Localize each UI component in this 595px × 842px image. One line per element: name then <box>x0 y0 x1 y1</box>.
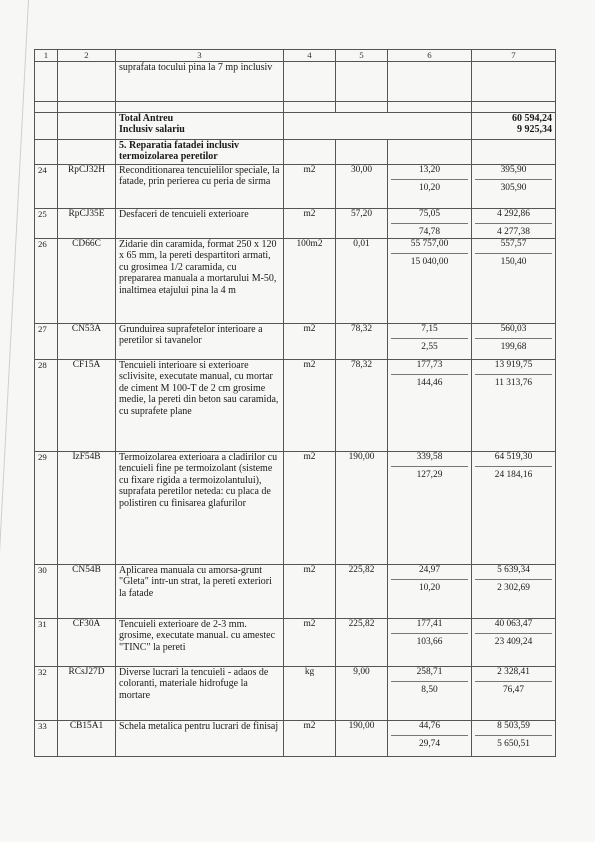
unit-price-cell <box>388 324 472 360</box>
unit-price-salary: 2,55 <box>421 342 438 352</box>
unit-price: 258,71 <box>391 667 468 682</box>
item-code: CF30A <box>58 619 116 667</box>
row-number: 30 <box>35 565 58 619</box>
table-row <box>35 239 556 324</box>
total-sum: 8 503,59 <box>475 721 552 736</box>
unit-price: 75,05 <box>391 209 468 224</box>
estimate-table <box>34 49 556 757</box>
total-sub-label: Inclusiv salariu <box>119 124 185 136</box>
unit-price-cell <box>388 667 472 721</box>
unit-price: 13,20 <box>391 165 468 180</box>
unit-price-cell <box>388 452 472 565</box>
item-code: RpCJ35E <box>58 209 116 239</box>
unit-price: 177,73 <box>391 360 468 375</box>
column-header: 3 <box>116 50 284 62</box>
total-sum-cell <box>472 619 556 667</box>
item-quantity: 9,00 <box>336 667 388 721</box>
row-number: 33 <box>35 721 58 757</box>
unit-price: 55 757,00 <box>391 239 468 254</box>
row-number: 25 <box>35 209 58 239</box>
row-number: 24 <box>35 165 58 209</box>
unit-price: 7,15 <box>391 324 468 339</box>
unit-price: 339,58 <box>391 452 468 467</box>
item-unit: m2 <box>284 452 336 565</box>
item-description: Aplicarea manuala cu amorsa-grunt "Gleta" intr-un strat, la pereti exteriori la fatade <box>116 565 284 619</box>
unit-price-salary: 127,29 <box>416 470 443 480</box>
column-header: 4 <box>284 50 336 62</box>
item-quantity: 190,00 <box>336 452 388 565</box>
unit-price-salary: 8,50 <box>421 685 438 695</box>
table-row <box>35 667 556 721</box>
row-number: 32 <box>35 667 58 721</box>
total-sum: 4 292,86 <box>475 209 552 224</box>
item-description: Desfaceri de tencuieli exterioare <box>116 209 284 239</box>
total-sum-cell <box>472 165 556 209</box>
item-description: Tencuieli exterioare de 2-3 mm. grosime, executate manual. cu amestec "TINC" la pereti <box>116 619 284 667</box>
item-unit: m2 <box>284 165 336 209</box>
table-row <box>35 452 556 565</box>
item-unit: kg <box>284 667 336 721</box>
row-number: 26 <box>35 239 58 324</box>
column-header: 6 <box>388 50 472 62</box>
total-sum-salary: 5 650,51 <box>497 739 530 749</box>
unit-price-cell <box>388 165 472 209</box>
intro-description: suprafata tocului pina la 7 mp inclusiv <box>116 62 284 102</box>
unit-price-salary: 29,74 <box>418 739 441 749</box>
total-sum: 2 328,41 <box>475 667 552 682</box>
unit-price-cell <box>388 239 472 324</box>
unit-price-cell <box>388 619 472 667</box>
spacer-row <box>35 102 556 113</box>
item-code: CB15A1 <box>58 721 116 757</box>
section-row <box>35 140 556 165</box>
item-code: CN53A <box>58 324 116 360</box>
item-description: Zidarie din caramida, format 250 x 120 x 65 mm, la pereti despartitori armati, cu grosimea 1/2 caramida, cu prepararea manuala a mortarului M-50, inaltimea etajului pina la 4 m <box>116 239 284 324</box>
total-value: 60 594,24 <box>512 113 552 124</box>
total-row <box>35 113 556 140</box>
unit-price-salary: 144,46 <box>416 378 443 388</box>
item-unit: m2 <box>284 360 336 452</box>
column-header: 5 <box>336 50 388 62</box>
intro-row <box>35 62 556 102</box>
unit-price-salary: 103,66 <box>416 637 443 647</box>
unit-price-salary: 10,20 <box>418 183 441 193</box>
item-quantity: 225,82 <box>336 565 388 619</box>
unit-price-salary: 74,78 <box>418 227 441 237</box>
item-code: IzF54B <box>58 452 116 565</box>
total-sum-salary: 305,90 <box>500 183 527 193</box>
total-sum: 64 519,30 <box>475 452 552 467</box>
total-sum-cell <box>472 209 556 239</box>
total-label: Total Antreu <box>119 113 174 124</box>
table-row <box>35 209 556 239</box>
table-row <box>35 721 556 757</box>
total-sum-salary: 11 313,76 <box>494 378 533 388</box>
total-sum-cell <box>472 239 556 324</box>
table-row <box>35 165 556 209</box>
table-row <box>35 619 556 667</box>
item-description: Tencuieli interioare si exterioare sclivisite, executate manual, cu mortar de ciment M 100-T de 2 cm grosime medie, la pereti din beton sau caramida, cu suprafete plane <box>116 360 284 452</box>
item-quantity: 30,00 <box>336 165 388 209</box>
total-sum-cell <box>472 667 556 721</box>
item-code: RCsJ27D <box>58 667 116 721</box>
item-unit: m2 <box>284 619 336 667</box>
item-quantity: 78,32 <box>336 360 388 452</box>
unit-price: 24,97 <box>391 565 468 580</box>
item-quantity: 190,00 <box>336 721 388 757</box>
unit-price-salary: 15 040,00 <box>410 257 449 267</box>
item-unit: m2 <box>284 324 336 360</box>
item-description: Reconditionarea tencuielilor speciale, la fatade, prin perierea cu peria de sirma <box>116 165 284 209</box>
column-header: 1 <box>35 50 58 62</box>
total-sum-cell <box>472 565 556 619</box>
row-number: 31 <box>35 619 58 667</box>
total-sum-salary: 4 277,38 <box>497 227 530 237</box>
item-description: Grunduirea suprafetelor interioare a peretilor si tavanelor <box>116 324 284 360</box>
row-number: 29 <box>35 452 58 565</box>
unit-price-salary: 10,20 <box>418 583 441 593</box>
total-sum-salary: 23 409,24 <box>494 637 533 647</box>
unit-price-cell <box>388 360 472 452</box>
total-sum-salary: 76,47 <box>502 685 525 695</box>
total-sum-salary: 150,40 <box>500 257 527 267</box>
unit-price-cell <box>388 565 472 619</box>
section-title: 5. Reparatia fatadei inclusiv termoizolarea peretilor <box>116 140 284 165</box>
total-sum-cell <box>472 360 556 452</box>
item-unit: m2 <box>284 565 336 619</box>
column-number-header <box>35 50 556 62</box>
total-sum-salary: 199,68 <box>500 342 527 352</box>
table-row <box>35 324 556 360</box>
item-quantity: 57,20 <box>336 209 388 239</box>
item-unit: 100m2 <box>284 239 336 324</box>
item-unit: m2 <box>284 209 336 239</box>
total-sum-cell <box>472 452 556 565</box>
total-sum: 5 639,34 <box>475 565 552 580</box>
total-sub-value: 9 925,34 <box>517 124 552 135</box>
total-sum: 13 919,75 <box>475 360 552 375</box>
item-code: CN54B <box>58 565 116 619</box>
unit-price: 177,41 <box>391 619 468 634</box>
unit-price-cell <box>388 721 472 757</box>
total-sum-cell <box>472 721 556 757</box>
row-number: 27 <box>35 324 58 360</box>
item-unit: m2 <box>284 721 336 757</box>
total-sum-salary: 24 184,16 <box>494 470 533 480</box>
unit-price: 44,76 <box>391 721 468 736</box>
row-number: 28 <box>35 360 58 452</box>
item-quantity: 225,82 <box>336 619 388 667</box>
item-description: Schela metalica pentru lucrari de finisaj <box>116 721 284 757</box>
item-description: Diverse lucrari la tencuieli - adaos de coloranti, materiale hidrofuge la mortare <box>116 667 284 721</box>
item-code: CF15A <box>58 360 116 452</box>
column-header: 7 <box>472 50 556 62</box>
total-sum: 557,57 <box>475 239 552 254</box>
column-header: 2 <box>58 50 116 62</box>
total-sum: 560,03 <box>475 324 552 339</box>
total-sum-cell <box>472 324 556 360</box>
total-sum: 40 063,47 <box>475 619 552 634</box>
table-row <box>35 360 556 452</box>
scan-edge-line <box>0 0 29 841</box>
table-row <box>35 565 556 619</box>
item-quantity: 78,32 <box>336 324 388 360</box>
unit-price-cell <box>388 209 472 239</box>
total-sum-salary: 2 302,69 <box>497 583 530 593</box>
item-description: Termoizolarea exterioara a cladirilor cu tencuieli fine pe termoizolant (sisteme cu fixare rigida a termoizolantului), suprafata peretilor neteda: cu placa de polistiren cu finisarea glafurilor <box>116 452 284 565</box>
item-code: RpCJ32H <box>58 165 116 209</box>
total-sum: 395,90 <box>475 165 552 180</box>
item-quantity: 0,01 <box>336 239 388 324</box>
item-code: CD66C <box>58 239 116 324</box>
